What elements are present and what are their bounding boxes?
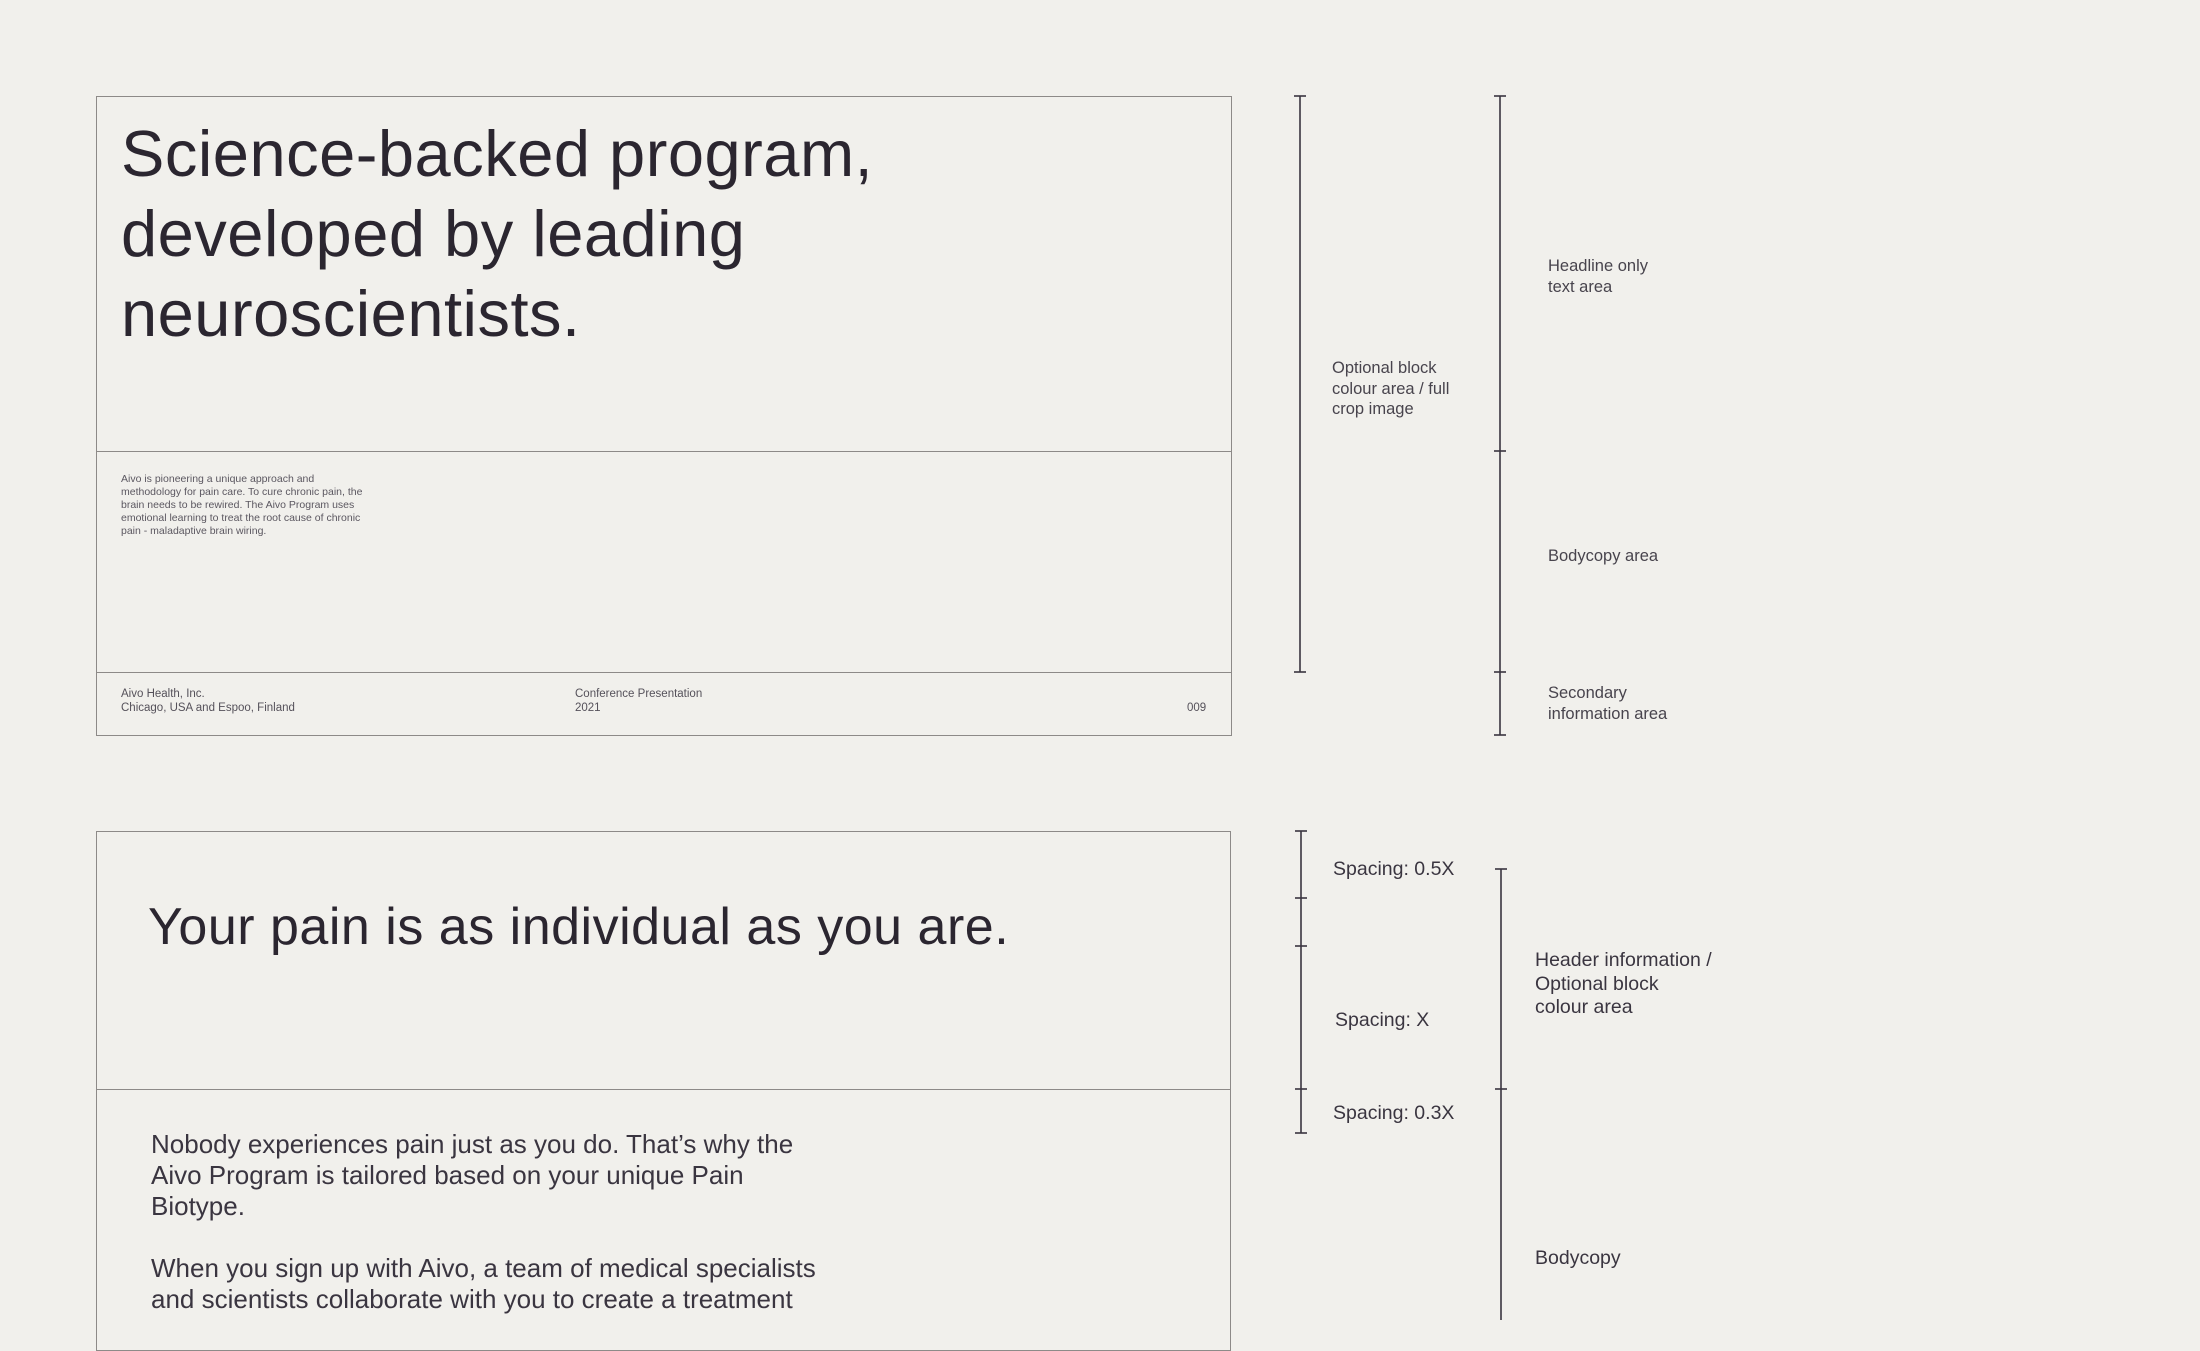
body-line: Aivo is pioneering a unique approach and: [121, 473, 315, 485]
company-name: Aivo Health, Inc.: [121, 688, 205, 700]
headline-line: neuroscientists.: [121, 277, 581, 350]
body-line: and scientists collaborate with you to create a treatment: [151, 1284, 793, 1314]
annotation-spacing-half: Spacing: 0.5X: [1333, 858, 1455, 880]
body-line: brain needs to be rewired. The Aivo Program uses: [121, 499, 355, 511]
page-number: 009: [1187, 702, 1207, 714]
annotation-optional-block: [1332, 358, 1449, 420]
annotation-spacing-x: Spacing: X: [1335, 1009, 1430, 1031]
slide-2-headline: Your pain is as individual as you are.: [148, 898, 1010, 956]
body-line: Aivo Program is tailored based on your unique Pain: [151, 1160, 744, 1190]
annotation-line: text area: [1548, 277, 1613, 296]
body-line: When you sign up with Aivo, a team of medical specialists: [151, 1253, 816, 1283]
annotation-line: Headline only: [1548, 257, 1648, 275]
annotation-line: Optional block: [1332, 359, 1437, 377]
headline-line: developed by leading: [121, 197, 746, 270]
annotation-line: crop image: [1332, 400, 1414, 418]
annotation-headline-area: [1548, 256, 1648, 297]
event-year: 2021: [575, 702, 601, 714]
annotation-line: Optional block: [1535, 972, 1659, 995]
body-line: Biotype.: [151, 1191, 245, 1221]
annotation-spacing-03: Spacing: 0.3X: [1333, 1102, 1455, 1124]
annotation-line: information area: [1548, 704, 1668, 723]
event-name: Conference Presentation: [575, 688, 703, 700]
annotation-bodycopy: Bodycopy: [1535, 1247, 1621, 1269]
annotation-secondary-area: [1548, 683, 1667, 724]
body-line: methodology for pain care. To cure chronic pain, the: [121, 486, 363, 498]
annotation-line: colour area / full: [1332, 379, 1450, 398]
headline-line: Science-backed program,: [121, 117, 874, 190]
annotation-header-area: [1535, 949, 1712, 1020]
annotation-line: colour area: [1535, 996, 1633, 1018]
annotation-line: Header information /: [1535, 949, 1712, 971]
body-line: Nobody experiences pain just as you do. That’s why the: [151, 1129, 794, 1159]
company-location: Chicago, USA and Espoo, Finland: [121, 702, 295, 714]
body-line: emotional learning to treat the root cause of chronic: [121, 512, 361, 524]
body-line: pain - maladaptive brain wiring.: [121, 525, 267, 537]
annotation-bodycopy-area: Bodycopy area: [1548, 547, 1659, 565]
annotation-line: Secondary: [1548, 684, 1627, 702]
